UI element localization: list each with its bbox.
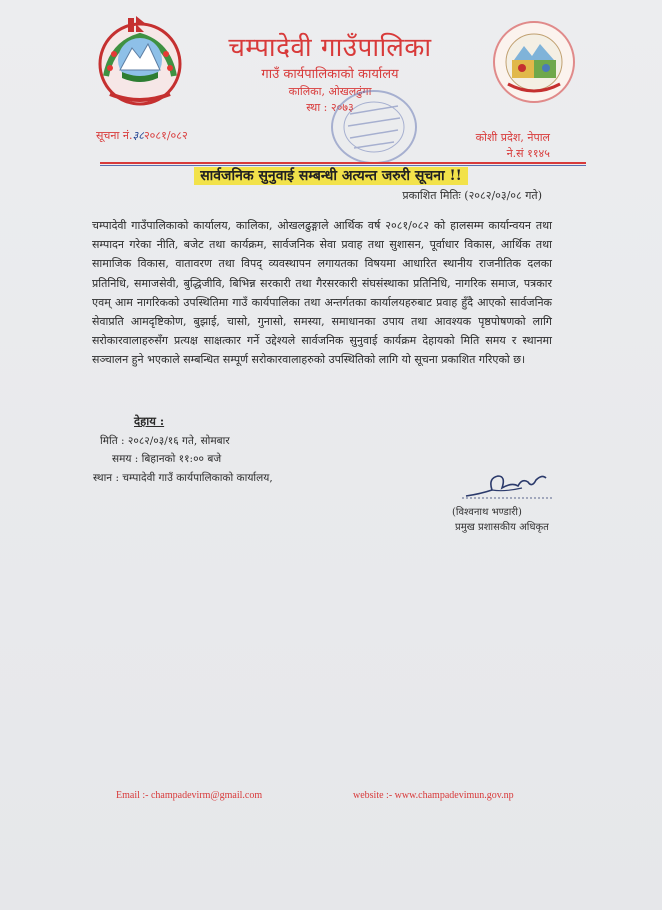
reference-handwritten-number: ३८ [132, 129, 144, 142]
header-divider [100, 162, 586, 164]
province-label: कोशी प्रदेश, नेपाल [475, 131, 550, 144]
event-time: समय : बिहानको ११:०० बजे [112, 453, 222, 465]
nepal-emblem-icon [92, 14, 188, 110]
footer-website: website :- www.champadevimun.gov.np [353, 790, 514, 801]
notice-body: चम्पादेवी गाउँपालिकाको कार्यालय, कालिका, ओखलढुङ्गाले आर्थिक वर्ष २०८१/०८२ को हालसम्म कार्यान्वयन तथा सम्पादन गरेका नीति, बजेट तथा कार्यक्रम, सार्वजनिक सेवा प्रवाह तथा सुशासन, पूर्वाधार विकास, आर्थिक तथा सामाजिक विकास, वातावरण तथा विपद् व्यवस्थापन लगायतका विषयमा आधारित स्थानीय राजनीतिक दलका प्रतिनिधि, समाजसेवी, बुद्धिजीवि, बिभिन्न सरकारी तथा गैरसरकारी संघसंस्थाका प्रतिनिधि, नागरिक समाज, पत्रकार एवम् आम नागरिकको उपस्थितिमा गाउँ कार्यपालिका तथा अन्तर्गतका कार्यालयहरुबाट प्रवाह हुँदै आएको सार्वजनिक सेवाप्रति आमदृष्टिकोण, बुझाई, चासो, गुनासो, समस्या, समाधानका उपाय तथा आवश्यक पृष्ठपोषणको लागि सरोकारवालाहरुसँग प्रत्यक्ष साक्षत्कार गर्ने उद्देश्यले सार्वजनिक सुनुवाई कार्यक्रम देहायको मिति समय र स्थानमा सञ्चालन हुने भएकाले सम्बन्धित सम्पूर्ण सरोकारवालाहरुको उपस्थितिको लागि यो सूचना प्रकाशित गरिएको छ। [92, 219, 552, 367]
org-name: चम्पादेवी गाउँपालिका [228, 33, 432, 63]
notice-headline [0, 165, 662, 185]
registration-number: ने.सं ११४५ [506, 147, 550, 160]
published-date: प्रकाशित मितिः (२०८२/०३/०८ गते) [402, 189, 542, 202]
office-name: गाउँ कार्यपालिकाको कार्यालय [261, 67, 399, 82]
event-place: स्थान : चम्पादेवी गाउँ कार्यपालिकाको कार्यालय, [93, 472, 273, 484]
office-stamp-icon [326, 84, 422, 170]
office-location: कालिका, ओखलढुंगा [288, 85, 372, 98]
footer-email: Email :- champadevirm@gmail.com [116, 790, 263, 801]
details-heading: देहाय : [134, 414, 165, 428]
reference-number [96, 128, 188, 143]
event-date: मिति : २०८२/०३/१६ गते, सोमबार [100, 435, 230, 447]
municipality-logo-icon [492, 20, 576, 104]
signatory-name: (विश्वनाथ भण्डारी) [452, 507, 522, 518]
notice-headline-text: सार्वजनिक सुनुवाई सम्बन्धी अत्यन्त जरुरी सूचना !! [194, 167, 468, 185]
reference-prefix: सूचना नं. [96, 129, 133, 142]
established-year: स्था : २०७३ [306, 101, 354, 114]
signatory-title: प्रमुख प्रशासकीय अधिकृत [455, 522, 549, 533]
signature-icon [462, 468, 554, 504]
reference-year: २०८१/०८२ [143, 129, 188, 142]
